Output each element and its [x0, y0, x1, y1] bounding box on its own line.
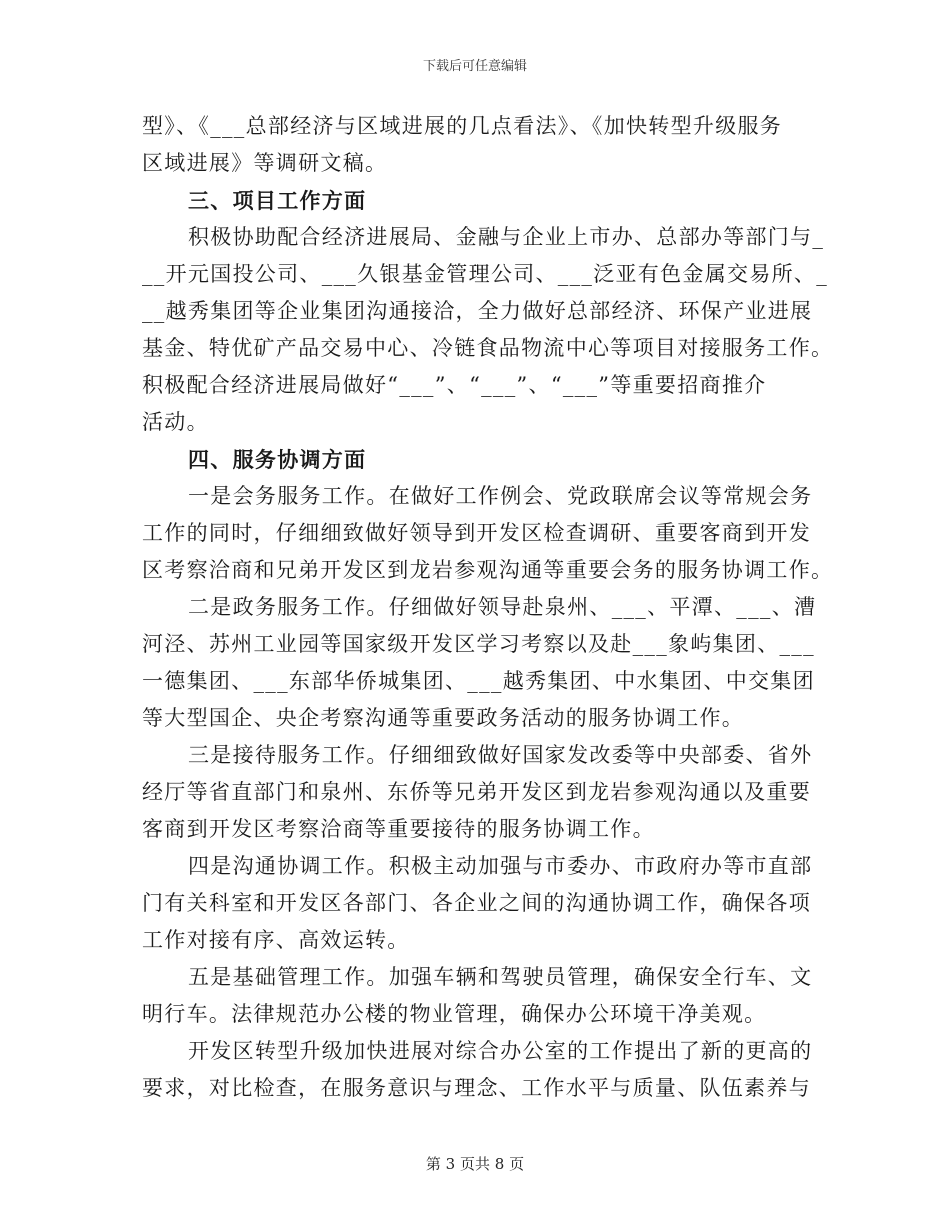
- paragraph-line: 二是政务服务工作。仔细做好领导赴泉州、___、平潭、___、漕: [188, 595, 817, 619]
- paragraph-line: 区域进展》等调研文稿。: [142, 151, 388, 175]
- paragraph-line: 型》、《___总部经济与区域进展的几点看法》、《加快转型升级服务: [142, 114, 783, 138]
- section-heading: 三、项目工作方面: [188, 188, 367, 213]
- paragraph-line: 三是接待服务工作。仔细细致做好国家发改委等中央部委、省外: [188, 743, 813, 767]
- page-footer: 第 3 页共 8 页: [425, 1155, 525, 1173]
- paragraph-line: 区考察洽商和兄弟开发区到龙岩参观沟通等重要会务的服务协调工作。: [142, 558, 834, 582]
- paragraph-line: 等大型国企、央企考察沟通等重要政务活动的服务协调工作。: [142, 706, 745, 730]
- paragraph-line: 门有关科室和开发区各部门、各企业之间的沟通协调工作，确保各项: [142, 891, 811, 915]
- paragraph-line: 基金、特优矿产品交易中心、冷链食品物流中心等项目对接服务工作。: [142, 336, 834, 360]
- paragraph-line: 五是基础管理工作。加强车辆和驾驶员管理，确保安全行车、文: [188, 965, 813, 989]
- paragraph-line: 积极协助配合经济进展局、金融与企业上市办、总部办等部门与_: [188, 225, 825, 249]
- document-body: [142, 108, 834, 1107]
- paragraph-line: 河泾、苏州工业园等国家级开发区学习考察以及赴___象屿集团、___: [142, 632, 815, 656]
- paragraph-line: __越秀集团等企业集团沟通接洽，全力做好总部经济、环保产业进展: [142, 299, 813, 323]
- paragraph-line: 四是沟通协调工作。积极主动加强与市委办、市政府办等市直部: [188, 854, 813, 878]
- paragraph-line: 要求，对比检查，在服务意识与理念、工作水平与质量、队伍素养与: [142, 1076, 811, 1100]
- paragraph-line: 一德集团、___东部华侨城集团、___越秀集团、中水集团、中交集团: [142, 669, 815, 693]
- paragraph-line: 积极配合经济进展局做好“___”、“___”、“___”等重要招商推介: [142, 373, 767, 397]
- paragraph-line: 工作的同时，仔细细致做好领导到开发区检查调研、重要客商到开发: [142, 521, 811, 545]
- paragraph-line: __开元国投公司、___久银基金管理公司、___泛亚有色金属交易所、_: [142, 262, 828, 286]
- paragraph-line: 客商到开发区考察洽商等重要接待的服务协调工作。: [142, 817, 655, 841]
- paragraph-line: 明行车。法律规范办公楼的物业管理，确保办公环境干净美观。: [142, 1002, 767, 1026]
- page-header: 下载后可任意编辑: [422, 59, 527, 74]
- paragraph-line: 经厅等省直部门和泉州、东侨等兄弟开发区到龙岩参观沟通以及重要: [142, 780, 811, 804]
- paragraph-line: 一是会务服务工作。在做好工作例会、党政联席会议等常规会务: [188, 484, 813, 508]
- paragraph-line: 工作对接有序、高效运转。: [142, 928, 410, 952]
- paragraph-line: 活动。: [142, 410, 209, 434]
- section-heading: 四、服务协调方面: [188, 447, 367, 472]
- paragraph-line: 开发区转型升级加快进展对综合办公室的工作提出了新的更高的: [188, 1039, 813, 1063]
